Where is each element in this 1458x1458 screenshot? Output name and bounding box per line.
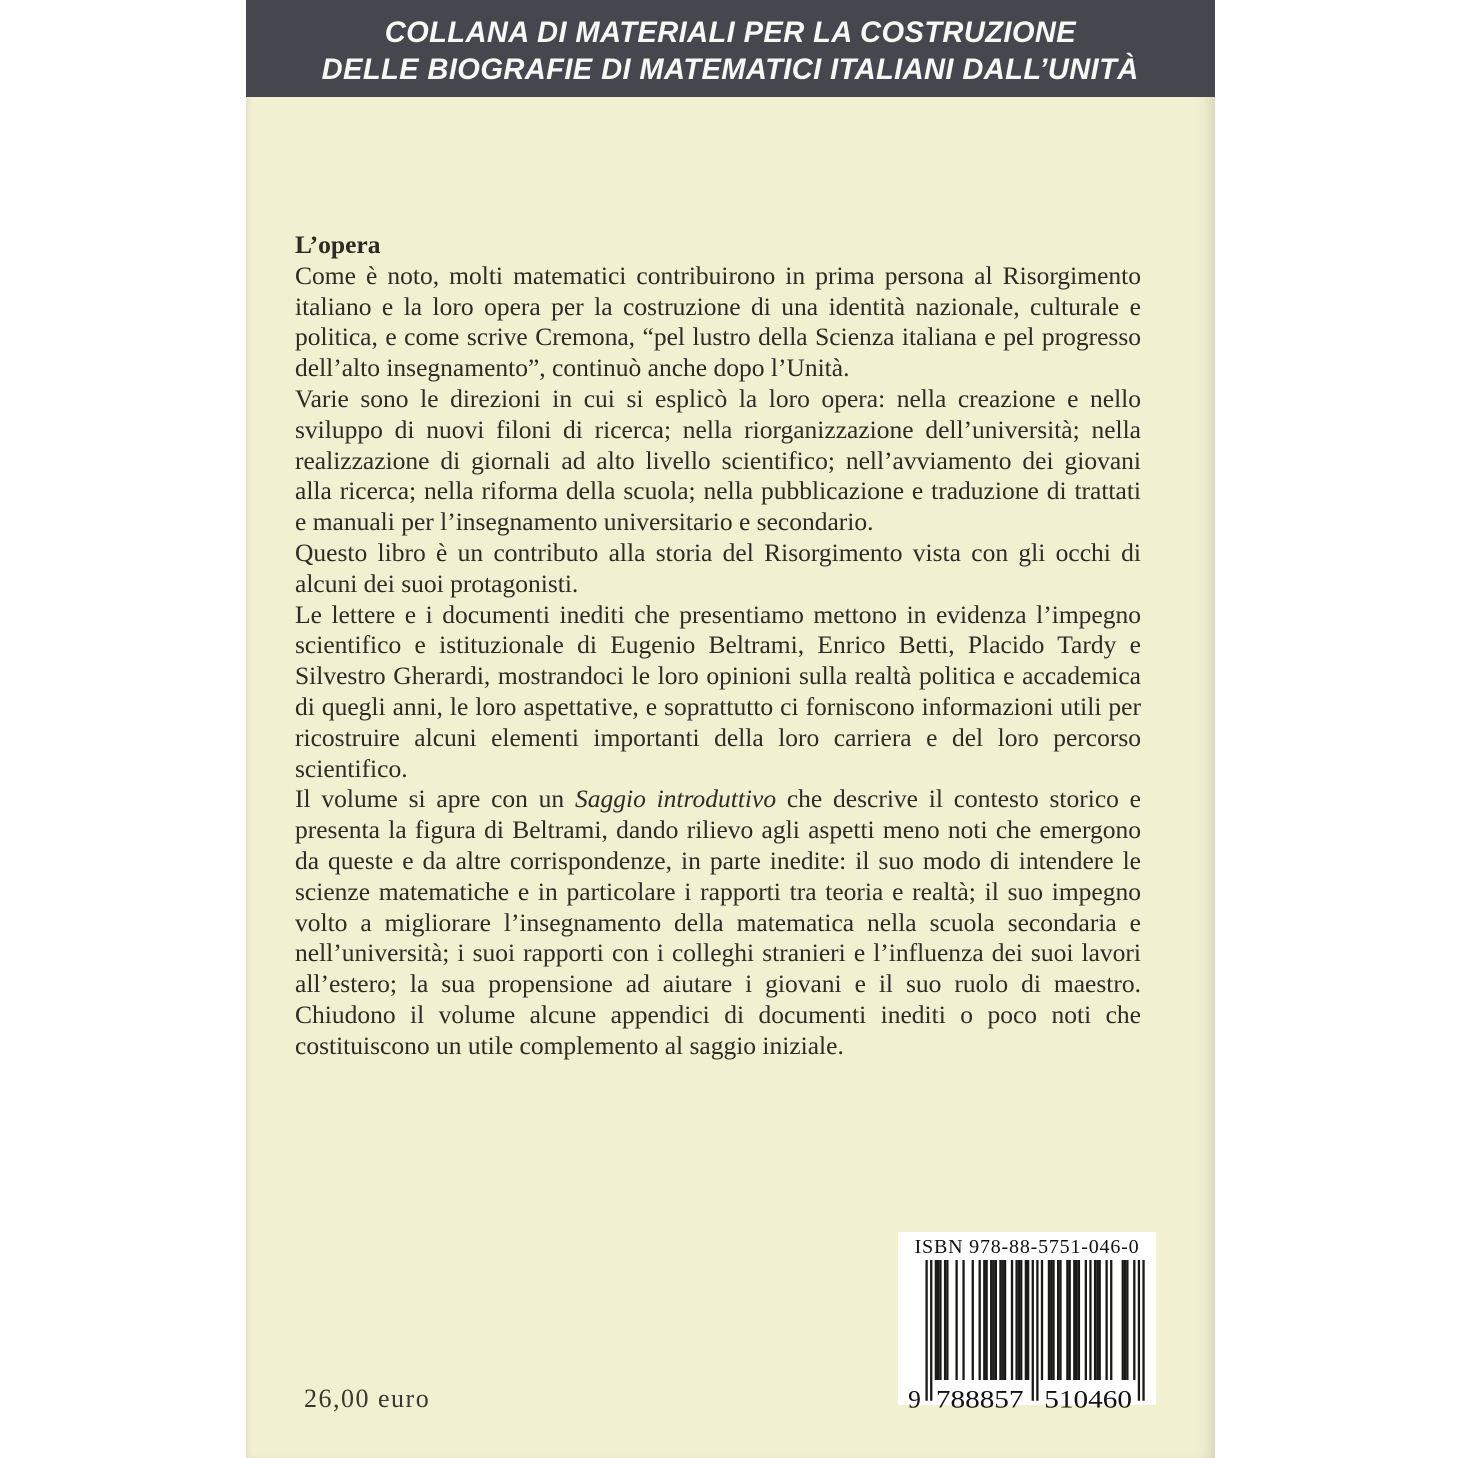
series-banner-line2: DELLE BIOGRAFIE DI MATEMATICI ITALIANI DALL’UNITÀ [321, 52, 1140, 86]
svg-text:788857: 788857 [935, 1385, 1024, 1413]
barcode-panel [898, 1232, 1156, 1413]
blurb-paragraph: Questo libro è un contributo alla storia del Risorgimento vista con gli occhi di alcuni dei suoi protagonisti. [295, 537, 1141, 598]
isbn-label: ISBN 978-88-5751-046-0 [914, 1236, 1140, 1258]
blurb-paragraph: Le lettere e i documenti inediti che presentiamo mettono in evidenza l’impegno scientifico e istituzionale di Eugenio Beltrami, Enrico Betti, Placido Tardy e Silvestro Gherardi, mostrandoci le loro opinioni sulla realtà politica e accademica di quegli anni, le loro aspettative, e soprattutto ci forniscono informazioni utili per ricostruire alcuni elementi importanti della loro carriera e del loro percorso scientifico. [295, 599, 1141, 783]
blurb-paragraph: Il volume si apre con un Saggio introduttivo che descrive il contesto storico e presenta la figura di Beltrami, dando rilievo agli aspetti meno noti che emergono da queste e da altre corrispondenze, in parte inedite: il suo modo di intendere le scienze matematiche e in particolare i rapporti tra teoria e realtà; il suo impegno volto a migliorare l’insegnamento della matematica nella scuola secondaria e nell’università; i suoi rapporti con i colleghi stranieri e l’influenza dei suoi lavori all’estero; la sua propensione ad aiutare i giovani e il suo ruolo di maestro. Chiudono il volume alcune appendici di documenti inediti o poco noti che costituiscono un utile complemento al saggio iniziale. [295, 784, 1141, 1060]
blurb-paragraph: Come è noto, molti matematici contribuirono in prima persona al Risorgimento italiano e la loro opera per la costruzione di una identità nazionale, culturale e politica, e come scrive Cremona, “pel lustro della Scienza italiana e pel progresso dell’alto insegnamento”, continuò anche dopo l’Unità. [295, 260, 1141, 383]
svg-text:9: 9 [908, 1385, 921, 1413]
blurb-heading: L’opera [295, 230, 381, 259]
ean13-barcode [907, 1260, 1147, 1412]
blurb-paragraphs [295, 261, 1141, 1062]
series-banner [246, 0, 1215, 97]
book-back-cover [246, 0, 1215, 1458]
svg-text:510460: 510460 [1044, 1385, 1132, 1413]
price-label: 26,00 euro [304, 1384, 431, 1413]
blurb-paragraph: Varie sono le direzioni in cui si esplicò la loro opera: nella creazione e nello sviluppo di nuovi filoni di ricerca; nella riorganizzazione dell’università; nella realizzazione di giornali ad alto livello scientifico; nell’avviamento dei giovani alla ricerca; nella riforma della scuola; nella pubblicazione e traduzione di trattati e manuali per l’insegnamento universitario e secondario. [295, 383, 1141, 537]
series-banner-line1: COLLANA DI MATERIALI PER LA COSTRUZIONE [384, 15, 1077, 49]
blurb [295, 230, 1141, 1062]
